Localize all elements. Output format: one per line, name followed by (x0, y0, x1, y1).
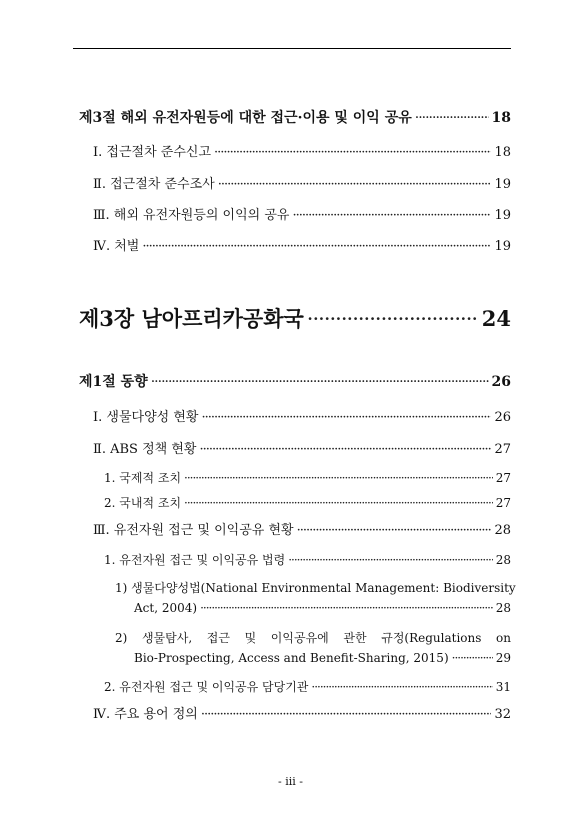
toc-leader (214, 145, 491, 160)
toc-subsubitem-biodiversity-act-line1[interactable]: 1) 생물다양성법(National Environmental Management: Biodiversity (115, 581, 516, 595)
toc-leader (199, 442, 491, 457)
toc-leader (307, 307, 479, 331)
toc-page: 18 (491, 110, 511, 126)
toc-item-definitions[interactable] (93, 703, 511, 722)
toc-subitem-international[interactable] (104, 469, 511, 486)
toc-page: 27 (495, 471, 511, 485)
toc-label: Ⅰ. 접근절차 준수신고 (93, 145, 211, 160)
toc-page: 18 (494, 145, 511, 160)
toc-leader (201, 707, 492, 722)
toc-label: Ⅳ. 처벌 (93, 239, 140, 254)
toc-item-access-benefit-status[interactable] (93, 519, 511, 538)
toc-section-1[interactable] (79, 371, 511, 391)
toc-page: 19 (494, 239, 511, 254)
toc-page: 28 (495, 601, 511, 615)
toc-label: Ⅰ. 생물다양성 현황 (93, 410, 199, 425)
toc-leader (201, 410, 491, 425)
toc-page: 19 (494, 177, 511, 192)
toc-leader (200, 601, 493, 615)
toc-label: Ⅲ. 유전자원 접근 및 이익공유 현황 (93, 523, 294, 538)
toc-subitem-domestic[interactable] (104, 494, 511, 511)
toc-leader (297, 523, 492, 538)
toc-item-access-report[interactable] (93, 141, 511, 160)
toc-label: 1. 유전자원 접근 및 이익공유 법령 (104, 553, 286, 567)
toc-item-biodiversity-status[interactable] (93, 406, 511, 425)
toc-item-access-inspection[interactable] (93, 173, 511, 192)
toc-label: Ⅳ. 주요 용어 정의 (93, 707, 198, 722)
toc-subitem-agencies[interactable] (104, 678, 511, 695)
toc-label: Act, 2004) (134, 601, 198, 615)
toc-item-benefit-sharing[interactable] (93, 204, 511, 223)
toc-leader (452, 651, 493, 665)
toc-label: 2. 국내적 조치 (104, 496, 182, 510)
toc-leader (142, 239, 491, 254)
toc-label: 제3절 해외 유전자원등에 대한 접근·이용 및 이익 공유 (79, 110, 412, 126)
toc-leader (184, 496, 493, 510)
toc-leader (415, 110, 489, 126)
toc-label: Ⅱ. 접근절차 준수조사 (93, 177, 215, 192)
toc-subsubitem-biodiversity-act-line2[interactable] (134, 601, 511, 615)
toc-page: 31 (495, 680, 511, 694)
toc-label: Ⅱ. ABS 정책 현황 (93, 442, 197, 457)
toc-page: 27 (495, 496, 511, 510)
toc-label: 제1절 동향 (79, 374, 148, 390)
toc-leader (292, 208, 491, 223)
toc-subitem-laws[interactable] (104, 551, 511, 568)
toc-leader (311, 680, 492, 694)
toc-label: 2. 유전자원 접근 및 이익공유 담당기관 (104, 680, 309, 694)
toc-item-penalty[interactable] (93, 235, 511, 254)
toc-leader (151, 374, 489, 390)
toc-page: 28 (495, 553, 511, 567)
toc-page: 19 (494, 208, 511, 223)
toc-subsubitem-bioprospecting-line2[interactable] (134, 651, 511, 665)
toc-label: Bio-Prospecting, Access and Benefit-Sharing, 2015) (134, 651, 449, 665)
toc-section-3[interactable] (79, 107, 511, 127)
toc-page: 29 (495, 651, 511, 665)
toc-page: 24 (481, 306, 511, 331)
toc-page: 28 (494, 523, 511, 538)
toc-page: 26 (491, 374, 511, 390)
toc-chapter-3[interactable] (79, 303, 511, 333)
toc-leader (288, 553, 493, 567)
top-rule (73, 48, 511, 49)
toc-page: 32 (494, 707, 511, 722)
toc-label: 1. 국제적 조치 (104, 471, 182, 485)
toc-page: 27 (494, 442, 511, 457)
toc-subsubitem-bioprospecting-line1[interactable]: 2) 생물탐사, 접근 및 이익공유에 관한 규정(Regulations on (115, 631, 511, 645)
toc-page: 26 (494, 410, 511, 425)
page-number: - iii - (278, 775, 303, 788)
toc-label: 제3장 남아프리카공화국 (79, 306, 304, 331)
toc-label: Ⅲ. 해외 유전자원등의 이익의 공유 (93, 208, 290, 223)
toc-item-abs-policy[interactable] (93, 438, 511, 457)
toc-leader (184, 471, 493, 485)
toc-leader (218, 177, 492, 192)
